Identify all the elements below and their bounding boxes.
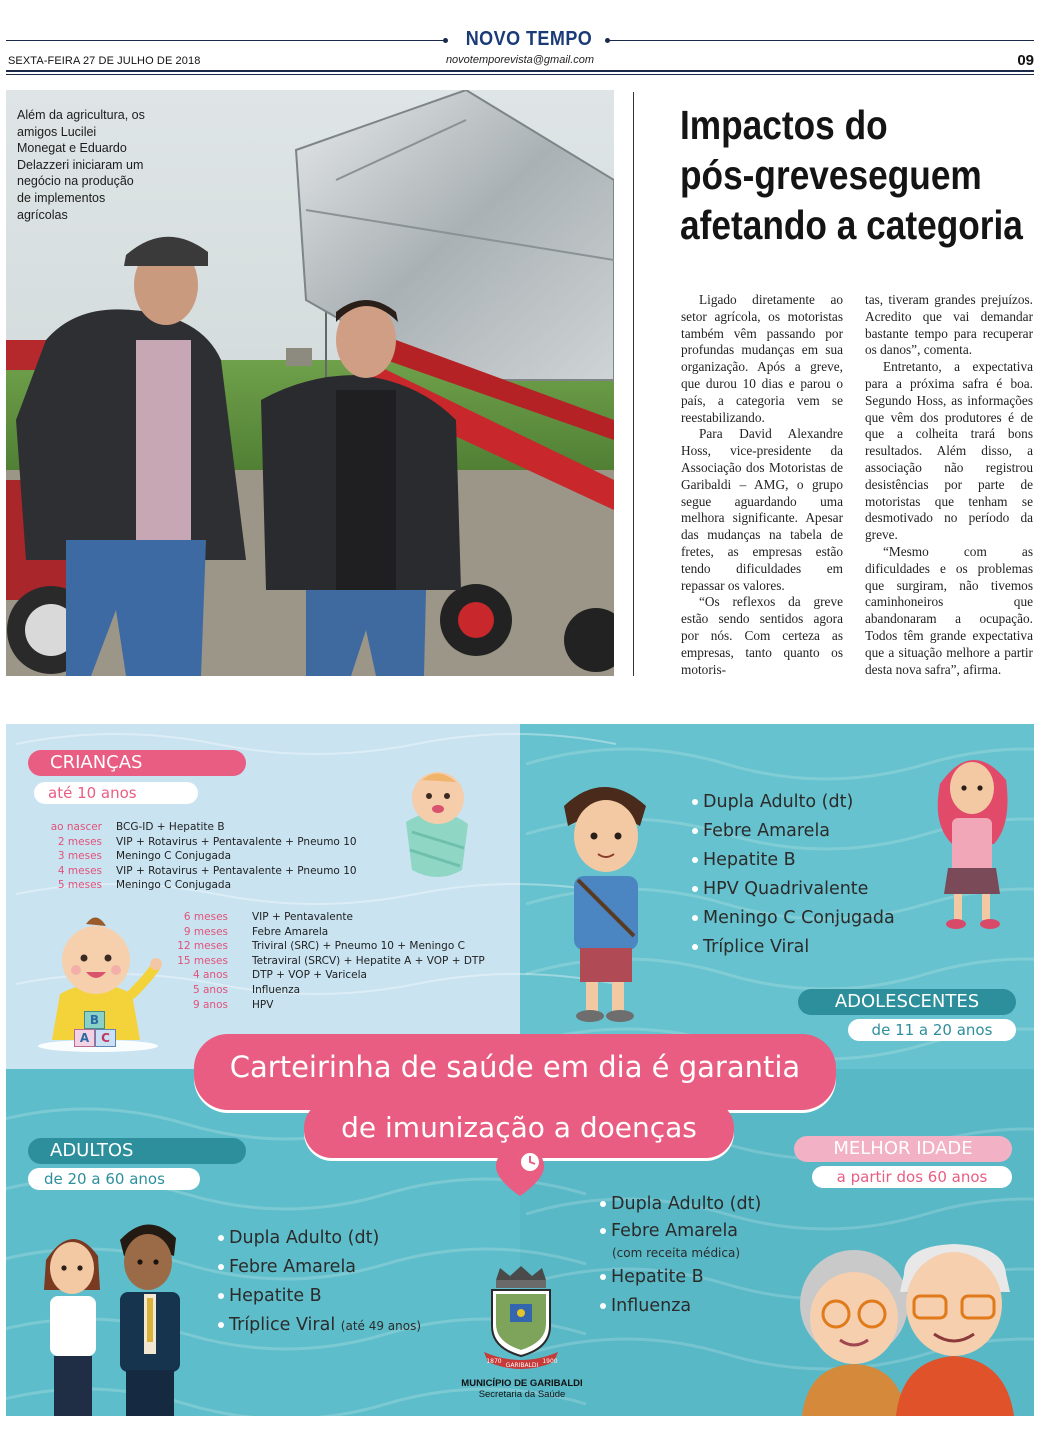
heart-clock-icon [492, 1150, 548, 1198]
masthead: NOVO TEMPO [465, 28, 593, 50]
adultos-vaccine-list [218, 1224, 421, 1341]
headline-line-2: pós-greveseguem [680, 152, 982, 198]
banner-line-2: de imunização a doenças [341, 1111, 697, 1144]
list-item: Dupla Adulto (dt) [692, 788, 895, 817]
paragraph: tas, tiveram grandes prejuízos. Acredito que vai demandar bastante tempo para recuperar os danos”, comenta. [865, 292, 1033, 358]
issue-date: SEXTA-FEIRA 27 DE JULHO DE 2018 [8, 55, 201, 67]
crest-ribbon-name: GARIBALDI [505, 1362, 539, 1369]
municipality-department: Secretaria da Saúde [478, 1389, 566, 1400]
adult-couple-illustration [28, 1210, 208, 1416]
list-item: Meningo C Conjugada [692, 904, 895, 933]
photo-caption: Além da agricultura, os amigos Lucilei Monegat e Eduardo Delazzeri iniciaram um negócio na produção de implementos agrícolas [17, 108, 145, 222]
paragraph: “Os reflexos da greve estão sendo sentidos agora por nós. Com certeza as empresas, tanto quanto os motoris- [681, 594, 843, 677]
criancas-title: CRIANÇAS [28, 750, 246, 776]
schedule-row: 3 meses Meningo C Conjugada [57, 850, 232, 863]
schedule-row: 5 meses Meningo C Conjugada [57, 879, 232, 892]
list-item: Tríplice Viral [692, 933, 895, 962]
list-item-note: (com receita médica) [612, 1246, 741, 1260]
list-item: Hepatite B [218, 1282, 421, 1311]
schedule-row: 4 meses VIP + Rotavirus + Pentavalente + Pneumo 10 [57, 864, 357, 877]
municipality-name: MUNICÍPIO DE GARIBALDI [461, 1378, 583, 1389]
crest-ribbon-year-right: 1900 [542, 1358, 558, 1365]
article-column-1 [681, 292, 843, 678]
adolescentes-title: ADOLESCENTES [798, 989, 1016, 1015]
paragraph: Entretanto, a expectativa para a próxima safra é boa. Segundo Hoss, as informações que vêm dos produtores é de que a colheita trará bons resultados. Além disso, a associação não registrou desistências por parte de motoristas que tenham se desmotivado no período da greve. [865, 359, 1033, 543]
contact-email[interactable]: novotemporevista@gmail.com [445, 54, 595, 66]
paragraph: Para David Alexandre Hoss, vice-presidente da Associação dos Motoristas de Garibaldi – AMG, o grupo segue aguardando uma melhora significante. Apesar das mudanças na tabela de fretes, as empresas estão tendo dificuldades em repassar os valores. [681, 426, 843, 593]
list-item: Hepatite B [600, 1263, 761, 1292]
criancas-subtitle: até 10 anos [34, 782, 198, 804]
list-item: HPV Quadrivalente [692, 875, 895, 904]
header-rule-thick [6, 70, 1034, 72]
crest-ribbon-year-left: 1870 [486, 1358, 502, 1365]
criancas-schedule-b [166, 910, 485, 1012]
teen-boy-illustration [554, 776, 654, 1026]
adultos-title: ADULTOS [28, 1138, 246, 1164]
list-item: Dupla Adulto (dt) [600, 1190, 761, 1219]
paragraph: “Mesmo com as dificuldades e os problemas que surgiram, não tivemos caminhoneiros que abandonaram a ocupação. Todos têm grande expectativa que a situação melhore a partir desta nova safra”, afirma. [865, 543, 1033, 677]
list-item: Tríplice Viral (até 49 anos) [218, 1311, 421, 1341]
schedule-row: 12 meses Triviral (SRC) + Pneumo 10 + Meningo C [177, 940, 465, 953]
melhor-idade-subtitle: a partir dos 60 anos [812, 1166, 1012, 1188]
block-b: B [84, 1011, 105, 1029]
column-divider [633, 92, 634, 676]
article-headline [680, 100, 1023, 250]
melhor-idade-vaccine-list [600, 1190, 761, 1321]
list-item: Dupla Adulto (dt) [218, 1224, 421, 1253]
schedule-row: ao nascer BCG-ID + Hepatite B [50, 821, 225, 833]
adultos-subtitle: de 20 a 60 anos [28, 1168, 200, 1190]
teen-girl-illustration [922, 744, 1018, 930]
schedule-row: 5 anos Influenza [192, 983, 301, 996]
headline-line-3: afetando a categoria [680, 202, 1023, 248]
list-item: Hepatite B [692, 846, 895, 875]
melhor-idade-title: MELHOR IDADE [794, 1136, 1012, 1162]
adolescentes-subtitle: de 11 a 20 anos [848, 1019, 1016, 1041]
adolescentes-vaccine-list [692, 788, 895, 962]
schedule-row: 15 meses Tetraviral (SRCV) + Hepatite A + VOP + DTP [177, 954, 485, 967]
paragraph: Ligado diretamente ao setor agrícola, os motoristas também vêm passando por profundas mudanças em sua organização. Após a greve, que durou 10 dias e parou o país, a categoria vem se reestabilizando. [681, 292, 843, 425]
page-number: 09 [1017, 52, 1034, 69]
schedule-row: 2 meses VIP + Rotavirus + Pentavalente + Pneumo 10 [57, 835, 357, 848]
list-item: Febre Amarela [600, 1219, 761, 1243]
list-item: Influenza [600, 1292, 761, 1321]
schedule-row: 9 anos HPV [192, 998, 274, 1011]
swaddled-baby-illustration [398, 762, 478, 882]
block-c: C [95, 1029, 116, 1047]
vaccination-infographic [6, 724, 1034, 1416]
schedule-row: 6 meses VIP + Pentavalente [183, 911, 353, 923]
criancas-schedule-a [36, 820, 357, 893]
schedule-row: 9 meses Febre Amarela [183, 925, 329, 938]
list-item: Febre Amarela [218, 1253, 421, 1282]
article-column-2 [865, 292, 1033, 678]
headline-line-1: Impactos do [680, 102, 888, 148]
block-a: A [74, 1029, 95, 1047]
header-rule-thin [6, 74, 1034, 75]
schedule-row: 4 anos DTP + VOP + Varicela [192, 969, 367, 982]
list-item: Febre Amarela [692, 817, 895, 846]
elderly-couple-illustration [784, 1234, 1034, 1416]
banner-line-1: Carteirinha de saúde em dia é garantia [229, 1050, 801, 1084]
